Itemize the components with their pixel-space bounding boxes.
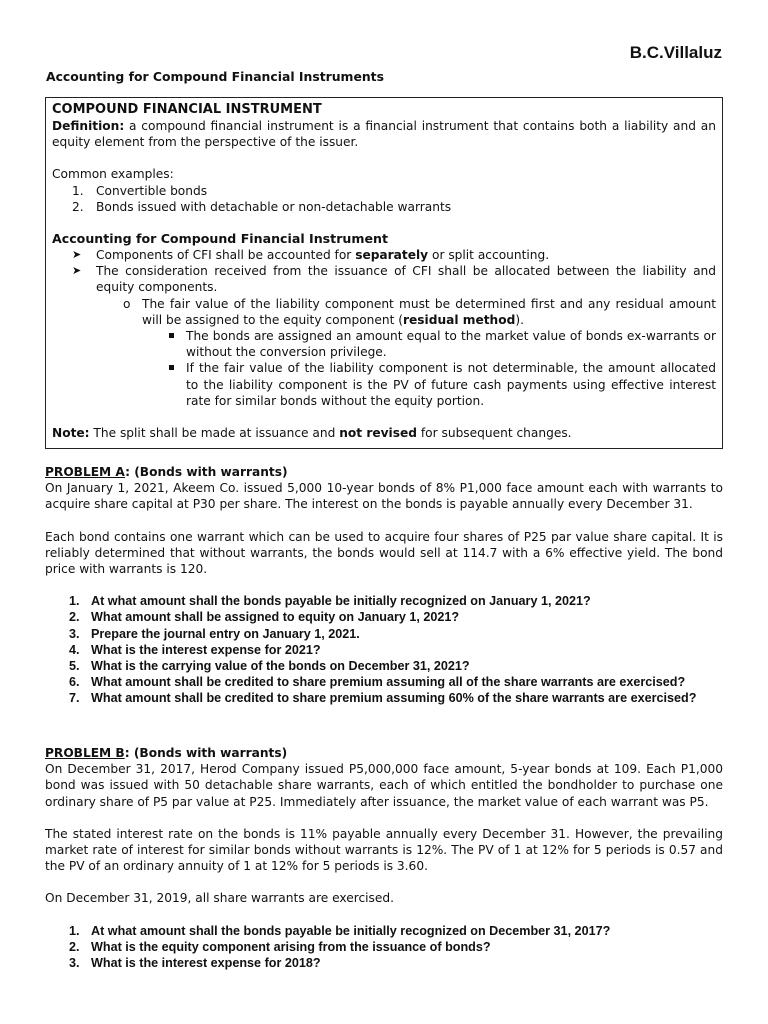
- square-bullet-icon: [169, 365, 174, 370]
- square-bullet: The bonds are assigned an amount equal to the market value of bonds ex-warrants or without the conversion privilege.: [52, 328, 716, 360]
- question-item: 1. At what amount shall the bonds payable be initially recognized on January 1, 2021?: [69, 594, 591, 609]
- list-number: 2.: [72, 199, 84, 214]
- definition-text: a compound financial instrument is a financial instrument that contains both a liability and an equity element from the perspective of the issuer.: [52, 119, 716, 150]
- list-text: Convertible bonds: [96, 183, 208, 198]
- question-item: 1. At what amount shall the bonds payable be initially recognized on December 31, 2017?: [69, 923, 611, 938]
- question-item: 7. What amount shall be credited to share premium assuming 60% of the share warrants are exercised?: [69, 691, 697, 706]
- examples-list: [52, 183, 716, 215]
- problem-a-questions: [45, 593, 723, 706]
- problem-a-heading: PROBLEM A: (Bonds with warrants): [45, 465, 288, 479]
- question-item: 4. What is the interest expense for 2021?: [69, 642, 321, 657]
- problem-b-paragraph-2: The stated interest rate on the bonds is 11% payable annually every December 31. However, the prevailing market rate of interest for similar bonds without warrants is 12%. The PV of 1 at 12% for 5 periods is 0.57 and the PV of an ordinary annuity of 1 at 12% for 5 periods is 3.60.: [45, 826, 723, 874]
- question-item: 5. What is the carrying value of the bonds on December 31, 2021?: [69, 659, 470, 674]
- question-item: 3. What is the interest expense for 2018?: [69, 956, 321, 971]
- note: Note: The split shall be made at issuance and not revised for subsequent changes.: [52, 426, 572, 441]
- arrow-bullet: ➤ Components of CFI shall be accounted for separately or split accounting.: [72, 248, 550, 263]
- problem-b-questions: [45, 923, 723, 972]
- square-bullet: If the fair value of the liability component is not determinable, the amount allocated to the liability component is the PV of future cash payments using effective interest rate for similar bonds without the equity portion.: [52, 360, 716, 409]
- question-item: 3. Prepare the journal entry on January 1, 2021.: [69, 626, 360, 641]
- author-name: B.C.Villaluz: [629, 43, 722, 62]
- question-item: 6. What amount shall be credited to share premium assuming all of the share warrants are exercised?: [69, 675, 686, 690]
- circle-bullet: o The fair value of the liability component must be determined first and any residual amount will be assigned to the equity component (residual method).: [123, 296, 716, 327]
- arrow-bullet-icon: ➤: [72, 264, 82, 278]
- definition-paragraph: [52, 118, 716, 150]
- note-label: Note:: [52, 426, 90, 441]
- list-item: [52, 183, 716, 199]
- problem-a-paragraph-2: Each bond contains one warrant which can be used to acquire four shares of P25 par value share capital. It is reliably determined that without warrants, the bonds would sell at 114.7 with a 6% effective yield. The bond price with warrants is 120.: [45, 529, 723, 577]
- problem-b-section: [45, 745, 723, 971]
- circle-bullet-icon: o: [123, 296, 131, 311]
- square-bullet-icon: [169, 333, 174, 338]
- examples-label: Common examples:: [52, 167, 174, 182]
- section-title: Accounting for Compound Financial Instrument: [52, 231, 389, 247]
- list-number: 1.: [72, 183, 84, 198]
- problem-b-heading: PROBLEM B: (Bonds with warrants): [45, 746, 288, 760]
- box-title: COMPOUND FINANCIAL INSTRUMENT: [52, 102, 322, 117]
- definition-label: Definition:: [52, 119, 125, 133]
- problem-b-paragraph-1: On December 31, 2017, Herod Company issued P5,000,000 face amount, 5-year bonds at 109. Each P1,000 bond was issued with 50 detachable share warrants, each of which entitled the bondholder to purchase one ordinary share of P5 par value at P25. Immediately after issuance, the market value of each warrant was P5.: [45, 762, 723, 809]
- list-item: [52, 199, 716, 215]
- problem-a-paragraph-1: On January 1, 2021, Akeem Co. issued 5,000 10-year bonds of 8% P1,000 face amount each with warrants to acquire share capital at P30 per share. The interest on the bonds is payable annually every December 31.: [45, 481, 723, 512]
- problem-b-paragraph-3: On December 31, 2019, all share warrants are exercised.: [45, 891, 394, 906]
- question-item: 2. What amount shall be assigned to equity on January 1, 2021?: [69, 610, 460, 625]
- definition-box: [45, 97, 723, 449]
- question-item: 2. What is the equity component arising from the issuance of bonds?: [69, 939, 491, 954]
- list-text: Bonds issued with detachable or non-detachable warrants: [96, 199, 452, 214]
- arrow-bullet: ➤ The consideration received from the issuance of CFI shall be allocated between the liability and equity components.: [72, 264, 716, 295]
- document-title: Accounting for Compound Financial Instruments: [46, 69, 384, 84]
- problem-a-section: [45, 464, 723, 707]
- arrow-bullet-icon: ➤: [72, 248, 82, 262]
